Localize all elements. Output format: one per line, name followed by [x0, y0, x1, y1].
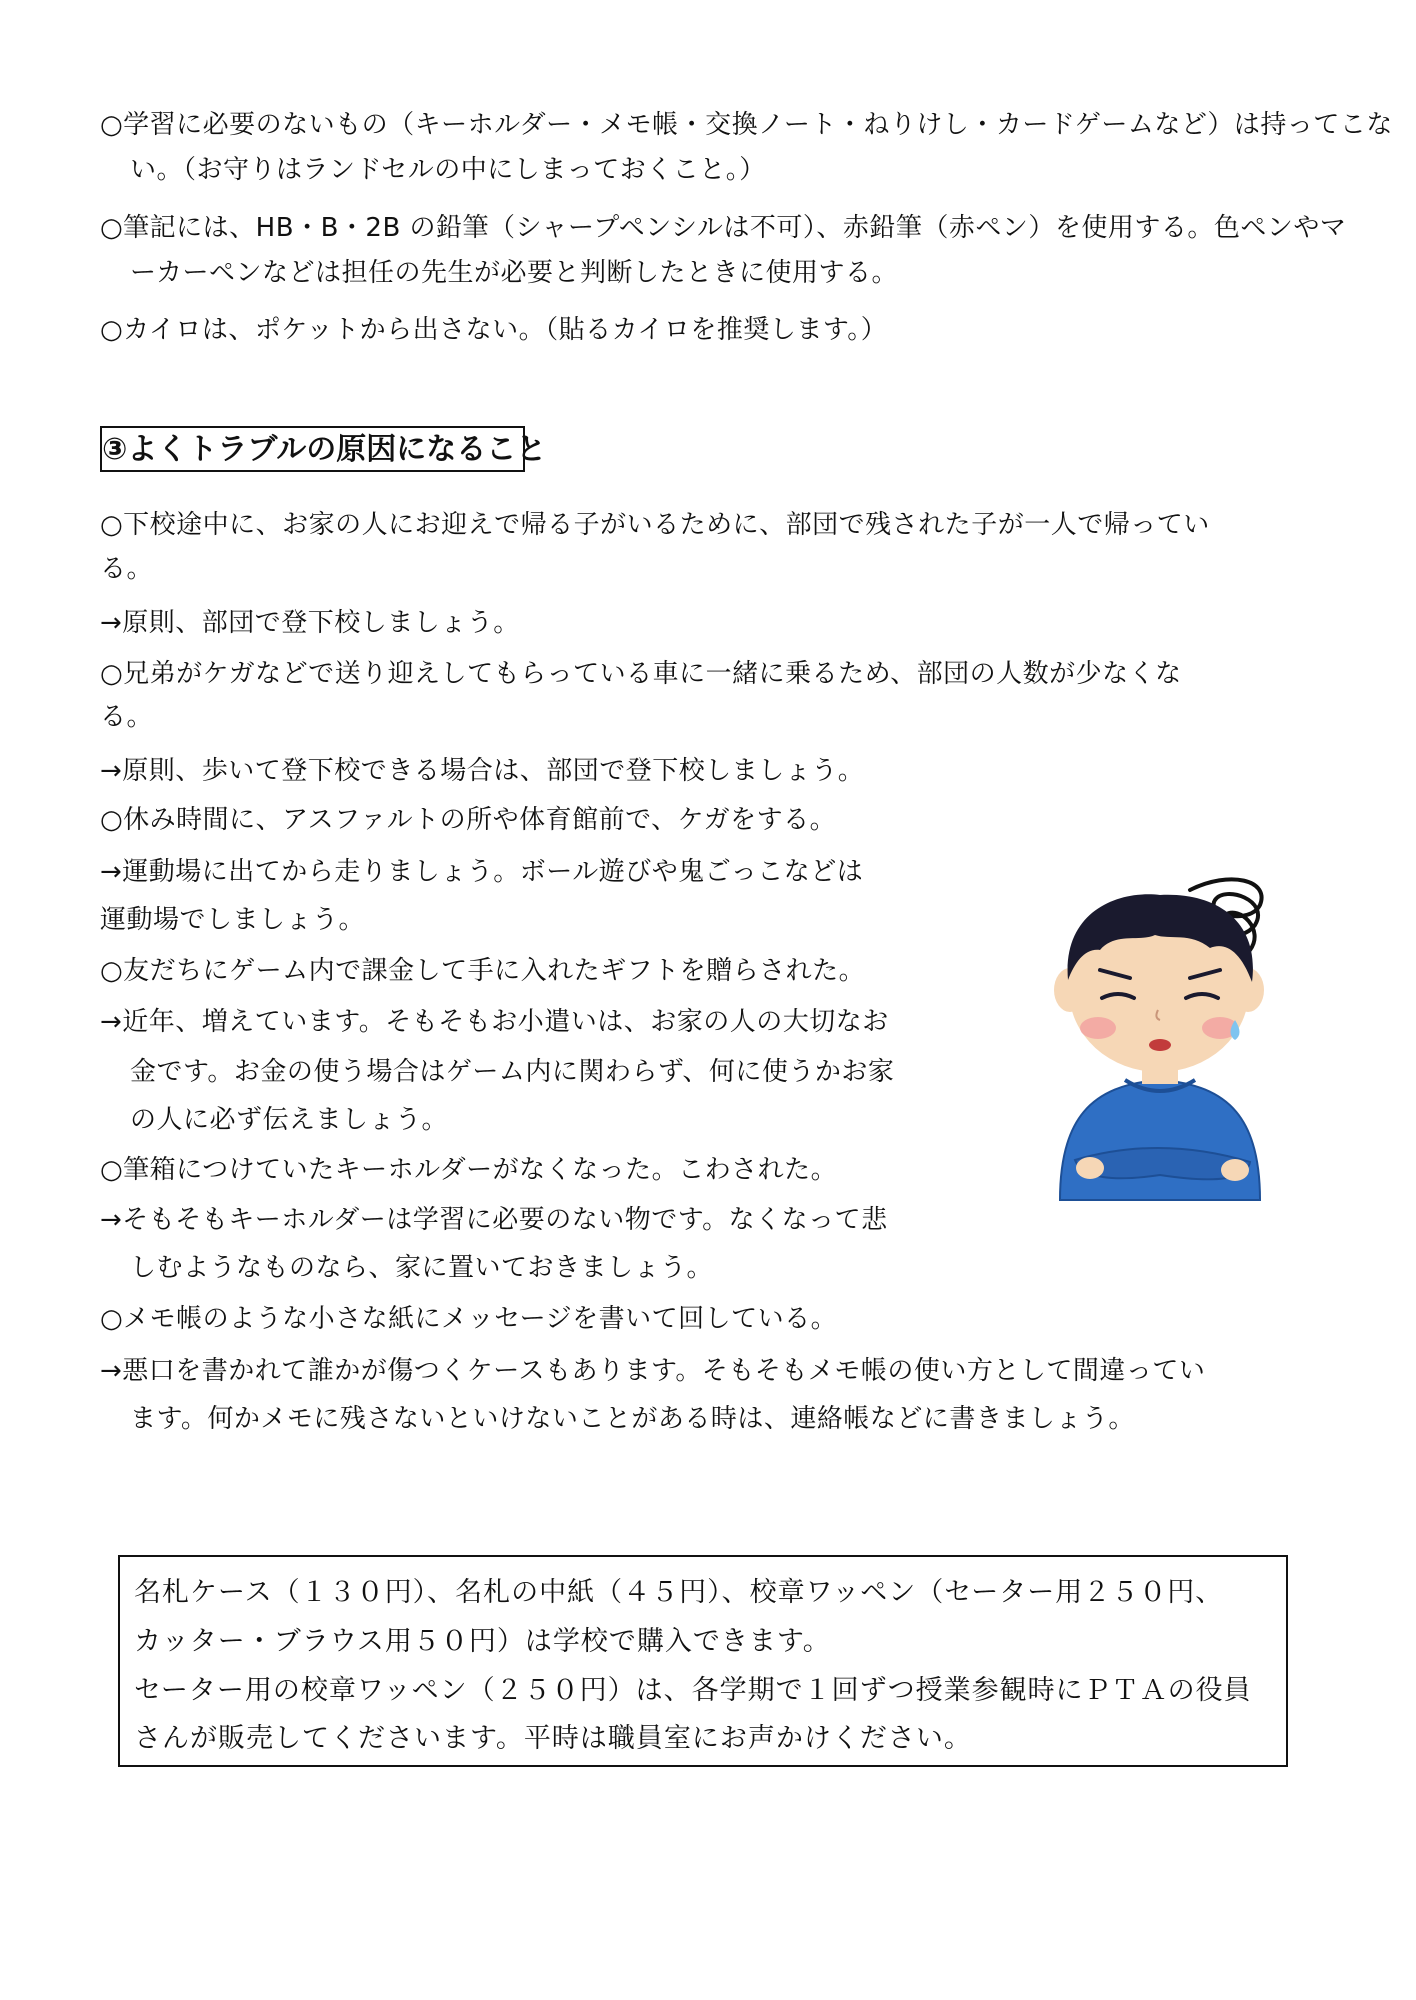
trouble-line: る。 [100, 554, 154, 584]
rule-line: い。（お守りはランドセルの中にしまっておくこと。） [130, 155, 766, 185]
notice-line: 名札ケース（１３０円）、名札の中紙（４５円）、校章ワッペン（セーター用２５０円、 [134, 1577, 1224, 1608]
worried-boy-illustration [1030, 870, 1320, 1220]
notice-line: セーター用の校章ワッペン（２５０円）は、各学期で１回ずつ授業参観時にＰＴＡの役員 [134, 1675, 1252, 1706]
trouble-line: ○兄弟がケガなどで送り迎えしてもらっている車に一緒に乗るため、部団の人数が少なくな [100, 659, 1182, 689]
trouble-line: →近年、増えています。そもそもお小遣いは、お家の人の大切なお [100, 1007, 889, 1037]
rule-line: ○学習に必要のないもの（キーホルダー・メモ帳・交換ノート・ねりけし・カードゲームなど）は持ってこな [100, 110, 1393, 140]
trouble-line: ○休み時間に、アスファルトの所や体育館前で、ケガをする。 [100, 805, 837, 835]
trouble-line: →そもそもキーホルダーは学習に必要のない物です。なくなって悲 [100, 1205, 888, 1235]
trouble-line: の人に必ず伝えましょう。 [130, 1105, 449, 1135]
trouble-line: ○下校途中に、お家の人にお迎えで帰る子がいるために、部団で残された子が一人で帰ってい [100, 510, 1210, 540]
trouble-line: 運動場でしましょう。 [100, 905, 366, 935]
rule-line: ○カイロは、ポケットから出さない。（貼るカイロを推奨します。） [100, 315, 888, 345]
notice-line: さんが販売してくださいます。平時は職員室にお声かけください。 [134, 1723, 972, 1754]
trouble-line: →運動場に出てから走りましょう。ボール遊びや鬼ごっこなどは [100, 857, 864, 887]
trouble-line: ます。何かメモに残さないといけないことがある時は、連絡帳などに書きましょう。 [130, 1404, 1135, 1434]
trouble-line: ○友だちにゲーム内で課金して手に入れたギフトを贈らされた。 [100, 956, 866, 986]
trouble-line: →原則、歩いて登下校できる場合は、部団で登下校しましょう。 [100, 756, 865, 786]
rule-line: ○筆記には、HB・B・2B の鉛筆（シャープペンシルは不可）、赤鉛筆（赤ペン）を使用する。色ペンやマ [100, 213, 1347, 243]
rule-line: ーカーペンなどは担任の先生が必要と判断したときに使用する。 [130, 258, 898, 288]
notice-line: カッター・ブラウス用５０円）は学校で購入できます。 [134, 1626, 831, 1657]
section-heading: ③よくトラブルの原因になること [102, 432, 547, 467]
trouble-line: る。 [100, 702, 154, 732]
trouble-line: ○メモ帳のような小さな紙にメッセージを書いて回している。 [100, 1304, 838, 1334]
trouble-line: ○筆箱につけていたキーホルダーがなくなった。こわされた。 [100, 1155, 838, 1185]
trouble-line: →悪口を書かれて誰かが傷つくケースもあります。そもそもメモ帳の使い方として間違ってい [100, 1356, 1206, 1386]
trouble-line: →原則、部団で登下校しましょう。 [100, 608, 520, 638]
trouble-line: 金です。お金の使う場合はゲーム内に関わらず、何に使うかお家 [130, 1057, 895, 1087]
trouble-line: しむようなものなら、家に置いておきましょう。 [130, 1253, 714, 1283]
